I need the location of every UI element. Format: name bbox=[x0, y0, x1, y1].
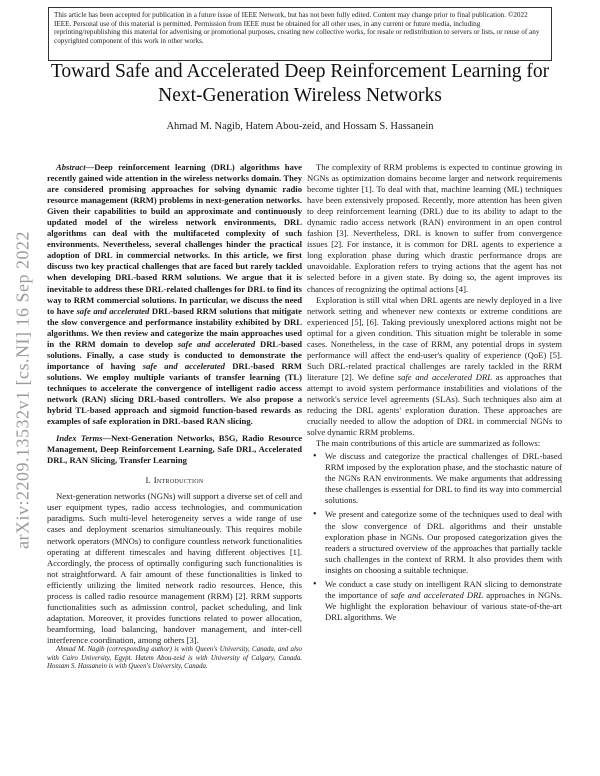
arxiv-identifier-text: arXiv:2209.13532v1 [cs.NI] 16 Sep 2022 bbox=[12, 231, 33, 549]
index-terms bbox=[47, 433, 302, 466]
intro-paragraph-3-emphasis: safe and accelerated DRL bbox=[397, 371, 493, 382]
intro-paragraph-1: Next-generation networks (NGNs) will support a diverse set of cell and user equipment types, radio access technologies, and communication paradigms. Such multi-level heterogeneity serves a wide range of use cases and deployment scenarios simultaneously. This requires mobile network operators (MNOs) to configure countless network functionalities operating at different timescales and having different objectives [1]. Accordingly, the process of optimally configuring such functionalities is not straightforward. A fair amount of these functionalities is linked to efficiently utilizing the limited network radio resources. Hence, this process is called radio resource management (RRM) [2]. RRM supports functionalities such as admission control, packet scheduling, and link adaptation. Moreover, it provides functions related to power allocation, beamforming, load balancing, handover management, and inter-cell interference coordination, among others [3]. bbox=[47, 491, 302, 645]
left-column bbox=[47, 162, 302, 772]
bullet3-emphasis: safe and accelerated DRL bbox=[390, 589, 484, 600]
abstract-text-2: DRL-based RRM solutions that mitigate the slow convergence and performance instability exhibited by DRL algorithms. We then review and categorize the main approaches used in the RRM domain to develop bbox=[47, 305, 302, 349]
bullet3-b: approaches in NGNs. We highlight the exploration behaviour of various state-of-the-art DRL algorithms. We bbox=[325, 589, 562, 622]
section-name: Introduction bbox=[153, 475, 204, 486]
author-list: Ahmad M. Nagib, Hatem Abou-zeid, and Hossam S. Hassanein bbox=[166, 121, 434, 132]
contributions-list bbox=[307, 451, 562, 623]
abstract-text-4: DRL-based RRM solutions. We employ multiple variants of transfer learning (TL) techniques to accelerate the convergence of intelligent radio access network (RAN) slicing DRL-based controllers. We also propose a hybrid TL-based approach and sigmoid function-based rewards as examples of safe exploration in DRL-based RAN slicing. bbox=[47, 360, 302, 427]
abstract-emphasis-3: safe and accelerated bbox=[142, 360, 225, 371]
index-terms-label: Index Terms bbox=[56, 433, 103, 444]
abstract-emphasis-1: safe and accelerated bbox=[76, 305, 150, 316]
abstract-label: Abstract bbox=[56, 162, 86, 172]
paper-title: Toward Safe and Accelerated Deep Reinforcement Learning for Next-Generation Wireless Networks bbox=[50, 61, 550, 106]
intro-paragraph-3 bbox=[307, 295, 562, 439]
section-heading-introduction bbox=[47, 475, 302, 486]
abstract-emphasis-2: safe and accelerated bbox=[177, 338, 256, 349]
abstract-text-3: DRL-based solutions. Finally, a case study is conducted to demonstrate the importance of having bbox=[47, 338, 302, 371]
author-footnote: Ahmad M. Nagib (corresponding author) is with Queen's University, Canada, and also with Cairo University, Egypt. Hatem Abou-zeid is with University of Calgary, Canada. Hossam S. Hassanein is with Queen's University, Canada. bbox=[47, 645, 302, 671]
intro-paragraph-3-b: as approaches that attempt to avoid system performance instabilities and violations of the network's service level agreements (SLAs). Such techniques also aim at reducing the DRL agents' exploration duration. These approaches are crucially needed to allow the adoption of DRL in commercial NGNs to solve dynamic RRM problems. bbox=[307, 371, 562, 438]
abstract-text-1: —Deep reinforcement learning (DRL) algorithms have recently gained wide attention in the wireless networks domain. They are considered promising approaches for solving dynamic radio resource management (RRM) problems in next-generation networks. Given their capabilities to build an approximate and continuously updated model of the wireless network environments, DRL algorithms can deal with the multifaceted complexity of such environments. Nevertheless, several challenges hinder the practical adoption of DRL in commercial networks. In this article, we first discuss two key practical challenges that are faced but rarely tackled when developing DRL-based RRM solutions. We argue that it is inevitable to address these DRL-related challenges for DRL to find its way to RRM commercial solutions. In particular, we discuss the need to have bbox=[47, 162, 302, 316]
intro-paragraph-3-a: Exploration is still vital when DRL agents are newly deployed in a live network setting and whenever new contexts or extreme conditions are experienced [5], [6]. Taking previously unexplored actions might not be optimal for a given condition. This situation might be tolerable in some cases. Nonetheless, in the case of RRM, any potential drops in system performance will affect the end-user's quality of experience (QoE) [5]. Such DRL-related practical challenges are rarely tackled in the RRM literature [2]. We define bbox=[307, 294, 562, 382]
list-item bbox=[325, 579, 562, 623]
copyright-notice: This article has been accepted for publication in a future issue of IEEE Network, but has not been fully edited. Content may change prior to final publication. ©2022 IEEE. Personal use of this material is permitted. Permission from IEEE must be obtained for all other uses, in any current or future media, including reprinting/republishing this material for advertising or promotional purposes, creating new collective works, for resale or redistribution to servers or lists, or reuse of any copyrighted component of this work in other works. bbox=[48, 7, 552, 61]
arxiv-identifier bbox=[8, 220, 38, 560]
bullet3-a: We conduct a case study on intelligent RAN slicing to demonstrate the importance of bbox=[325, 578, 562, 600]
list-item: • We discuss and categorize the practical challenges of DRL-based RRM imposed by the exploration phase, and the stochastic nature of the NGNs RAN environments. We make arguments that addressing these challenges is essential for DRL to find its way into commercial solutions. bbox=[325, 451, 562, 506]
intro-paragraph-2: The complexity of RRM problems is expected to continue growing in NGNs as optimization domains become larger and network requirements become tighter [1]. To deal with that, machine learning (ML) techniques have been extensively proposed. Recently, more attention has been given to deep reinforcement learning (DRL) due to its ability to adapt to the dynamic radio access network (RAN) environment in an open control fashion [3]. Nevertheless, DRL is known to suffer from convergence issues [2]. For instance, it is common for DRL agents to experience a long exploration phase during which drastic performance drops are unavoidable. Exploration refers to trying actions that the agent has not selected before in a given state. By doing so, the agent improves its chances of recognizing the optimal actions [4]. bbox=[307, 162, 562, 294]
list-item: • We present and categorize some of the techniques used to deal with the slow convergence of DRL algorithms and their unstable exploration phase in NGNs. Our proposed categorization gives the readers a structured overview of the approaches that partially tackle such challenges in the context of RRM. It also provides them with insights on choosing a suitable technique. bbox=[325, 509, 562, 575]
abstract bbox=[47, 162, 302, 427]
contributions-intro: The main contributions of this article are summarized as follows: bbox=[316, 438, 541, 449]
right-column bbox=[307, 162, 562, 774]
index-terms-text: —Next-Generation Networks, B5G, Radio Resource Management, Deep Reinforcement Learning, Safe DRL, Accelerated DRL, RAN Slicing, Transfer Learning bbox=[47, 433, 302, 466]
section-numeral: I. bbox=[145, 475, 152, 486]
